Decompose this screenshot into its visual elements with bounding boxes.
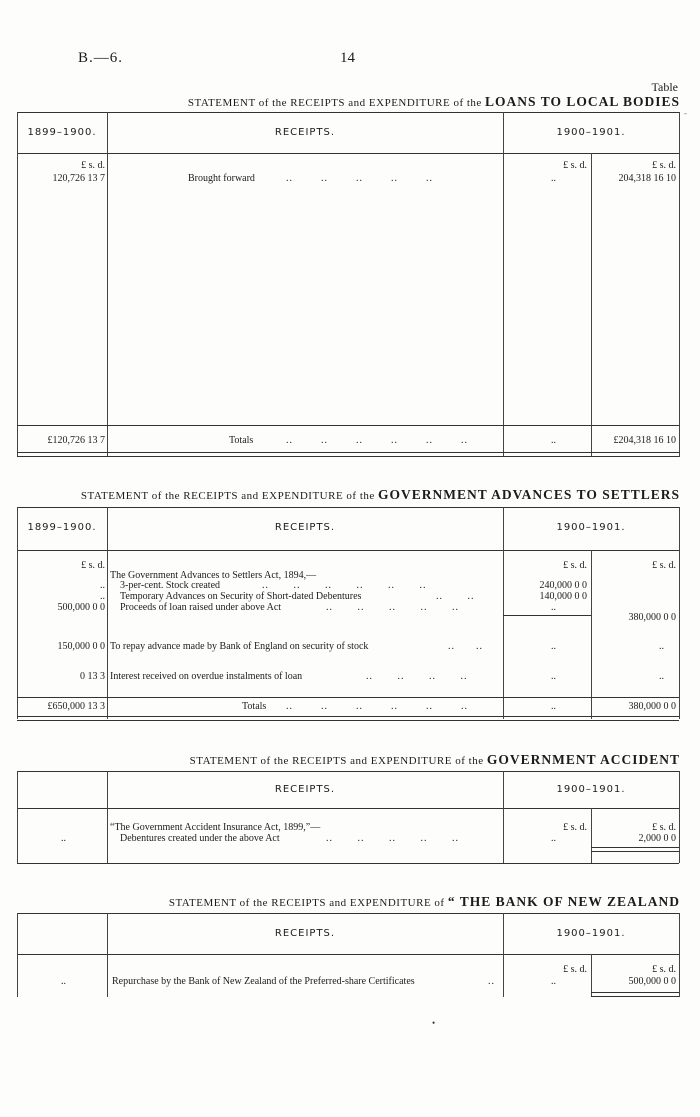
curr-value: 2,000 0 0 (638, 833, 676, 844)
interest-mid: .. (551, 671, 556, 682)
prev-value: .. (61, 976, 66, 987)
curr-total: 380,000 0 0 (628, 701, 676, 712)
section2-title: STATEMENT of the RECEIPTS and EXPENDITURE of the GOVERNMENT ADVANCES TO SETTLERS (80, 487, 680, 502)
row-prev: .. (100, 580, 105, 591)
prev-value: .. (61, 833, 66, 844)
scan-dot: • (432, 1018, 436, 1028)
debentures-label: Debentures created under the above Act (120, 833, 280, 844)
unit-lsd: £ s. d. (652, 822, 676, 833)
col-year-curr: 1900–1901. (556, 784, 626, 795)
col-receipts: RECEIPTS. (274, 784, 336, 795)
row-label: 3-per-cent. Stock created (120, 580, 221, 591)
col-receipts: RECEIPTS. (274, 928, 336, 939)
unit-lsd: £ s. d. (81, 160, 105, 171)
row-mid: .. (551, 602, 556, 613)
prev-brought-forward: 120,726 13 7 (52, 173, 105, 184)
unit-lsd: £ s. d. (563, 822, 587, 833)
repurchase-label: Repurchase by the Bank of New Zealand of the Preferred-share Certificates (112, 976, 415, 987)
prev-total: £120,726 13 7 (47, 435, 105, 446)
row-mid: 240,000 0 0 (539, 580, 587, 591)
unit-lsd: £ s. d. (652, 560, 676, 571)
unit-lsd: £ s. d. (563, 560, 587, 571)
interest-prev: 0 13 3 (80, 671, 105, 682)
row-prev: 500,000 0 0 (57, 602, 105, 613)
section1-title: STATEMENT of the RECEIPTS and EXPENDITURE of the LOANS TO LOCAL BODIES (187, 94, 680, 109)
row-mid: 140,000 0 0 (539, 591, 587, 602)
curr-brought-forward: 204,318 16 10 (618, 173, 676, 184)
unit-lsd: £ s. d. (563, 160, 587, 171)
interest-curr: .. (659, 671, 664, 682)
row-label: Temporary Advances on Security of Short-dated Debentures (120, 591, 362, 602)
unit-lsd: £ s. d. (652, 964, 676, 975)
brought-forward-label: Brought forward (188, 173, 255, 184)
interest-label: Interest received on overdue instalments of loan (110, 671, 303, 682)
section3-title: STATEMENT of the RECEIPTS and EXPENDITURE of the GOVERNMENT ACCIDENT (189, 752, 680, 767)
mid-placeholder: .. (551, 173, 556, 184)
col-year-curr: 1900–1901. (556, 522, 626, 533)
repay-curr: .. (659, 641, 664, 652)
table-label: Table (651, 80, 678, 94)
col-year-prev: 1899–1900. (27, 127, 97, 138)
scan-mark: - (684, 108, 687, 118)
unit-lsd: £ s. d. (81, 560, 105, 571)
page-number: 14 (340, 50, 355, 66)
act-line: “The Government Accident Insurance Act, 1899,”— (110, 822, 321, 833)
curr-value: 500,000 0 0 (628, 976, 676, 987)
col-year-curr: 1900–1901. (556, 928, 626, 939)
mid-total: .. (551, 701, 556, 712)
totals-label: Totals (229, 435, 254, 446)
subtotal: 380,000 0 0 (628, 612, 676, 623)
mid-value: .. (551, 833, 556, 844)
row-label: Proceeds of loan raised under above Act (120, 602, 282, 613)
repay-prev: 150,000 0 0 (57, 641, 105, 652)
totals-label: Totals (242, 701, 267, 712)
curr-total: £204,318 16 10 (613, 435, 676, 446)
unit-lsd: £ s. d. (563, 964, 587, 975)
row-prev: .. (100, 591, 105, 602)
mid-value: .. (551, 976, 556, 987)
mid-total: .. (551, 435, 556, 446)
series-reference: B.—6. (78, 50, 124, 66)
repay-label: To repay advance made by Bank of England on security of stock (110, 641, 369, 652)
repay-mid: .. (551, 641, 556, 652)
section4-title: STATEMENT of the RECEIPTS and EXPENDITURE of “ THE BANK OF NEW ZEALAND (168, 894, 680, 909)
col-receipts: RECEIPTS. (274, 522, 336, 533)
col-year-prev: 1899–1900. (27, 522, 97, 533)
prev-total: £650,000 13 3 (47, 701, 105, 712)
col-receipts: RECEIPTS. (274, 127, 336, 138)
unit-lsd: £ s. d. (652, 160, 676, 171)
act-line: The Government Advances to Settlers Act, 1894,— (110, 570, 317, 581)
col-year-curr: 1900–1901. (556, 127, 626, 138)
